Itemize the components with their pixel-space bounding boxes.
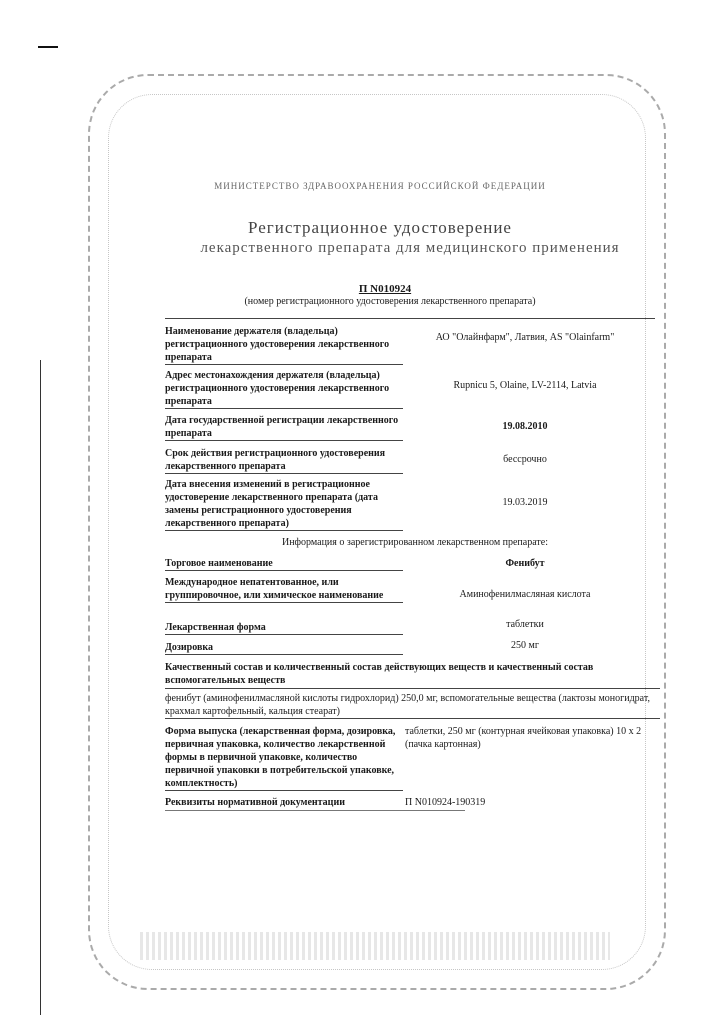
margin-dash xyxy=(38,46,58,48)
composition-value: фенибут (аминофенилмасляной кислоты гидрохлорид) 250,0 мг, вспомогательные вещества (лактозы моногидрат, крахмал картофельный, кальция стеарат) xyxy=(165,692,660,719)
dosage-form-value: таблетки xyxy=(506,619,544,630)
composition-label: Качественный состав и количественный состав действующих веществ и качественный состав вспомогательных веществ xyxy=(165,662,594,686)
holder-value: АО "Олайнфарм", Латвия, AS "Olainfarm" xyxy=(435,332,615,343)
validity-label: Срок действия регистрационного удостоверения лекарственного препарата xyxy=(165,447,403,474)
document-title: Регистрационное удостоверение xyxy=(248,218,512,237)
norm-doc-label: Реквизиты нормативной документации xyxy=(165,797,345,808)
address-value: Rupnicu 5, Olaine, LV-2114, Latvia xyxy=(453,380,597,391)
holder-label: Наименование держателя (владельца) регистрационного удостоверения лекарственного препарата xyxy=(165,325,403,365)
margin-line xyxy=(40,360,41,1015)
divider xyxy=(165,688,660,689)
reg-date-label: Дата государственной регистрации лекарственного препарата xyxy=(165,414,403,441)
document-subtitle: лекарственного препарата для медицинского применения xyxy=(200,240,620,256)
ministry-header: МИНИСТЕРСТВО ЗДРАВООХРАНЕНИЯ РОССИЙСКОЙ ФЕДЕРАЦИИ xyxy=(214,181,546,191)
info-heading: Информация о зарегистрированном лекарственном препарате: xyxy=(281,537,548,548)
dose-label: Дозировка xyxy=(165,641,403,655)
dosage-form-label: Лекарственная форма xyxy=(165,621,403,635)
trade-name-value: Фенибут xyxy=(505,558,545,569)
reg-date-value: 19.08.2010 xyxy=(502,421,548,432)
registration-number-caption: (номер регистрационного удостоверения лекарственного препарата) xyxy=(244,296,536,307)
norm-doc-value: П N010924-190319 xyxy=(405,797,486,808)
address-label: Адрес местонахождения держателя (владельца) регистрационного удостоверения лекарственного препарата xyxy=(165,369,403,409)
package-label: Форма выпуска (лекарственная форма, дозировка, первичная упаковка, количество лекарственной формы в первичной упаковке, количество первичной упаковки в потребительской упаковке, комплектность) xyxy=(165,725,403,791)
divider xyxy=(165,810,465,811)
divider xyxy=(165,318,655,319)
validity-value: бессрочно xyxy=(503,454,547,465)
inn-value: Аминофенилмасляная кислота xyxy=(459,589,591,600)
decorative-bottom-band xyxy=(140,932,610,960)
inn-label: Международное непатентованное, или группировочное, или химическое наименование xyxy=(165,576,403,603)
dose-value: 250 мг xyxy=(511,640,539,651)
registration-number: П N010924 xyxy=(358,283,412,295)
package-value: таблетки, 250 мг (контурная ячейковая упаковка) 10 х 2 (пачка картонная) xyxy=(405,726,642,750)
trade-name-label: Торговое наименование xyxy=(165,557,403,571)
changes-value: 19.03.2019 xyxy=(502,497,548,508)
changes-label: Дата внесения изменений в регистрационное удостоверение лекарственного препарата (дата замены регистрационного удостоверения лекарственного препарата) xyxy=(165,478,403,531)
